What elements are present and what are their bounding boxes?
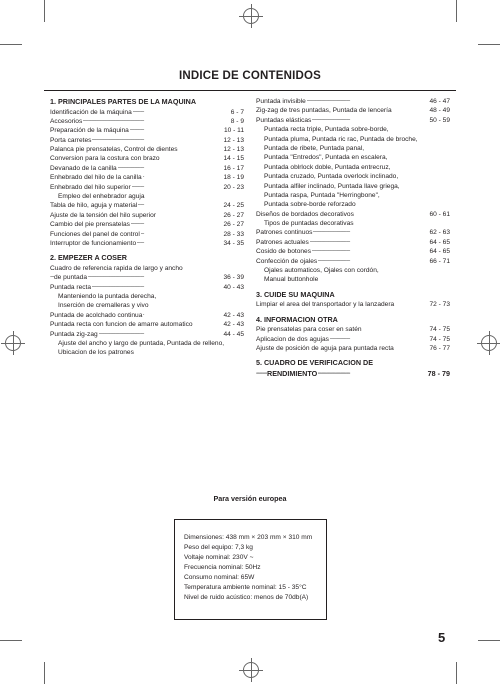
toc-entry-title: Puntada recta (50, 283, 92, 291)
toc-entry (256, 116, 450, 125)
toc-entry-title: Enhebrado del hilo superior (50, 183, 131, 191)
toc-entry (50, 211, 244, 220)
toc-entry (50, 173, 244, 182)
page-title: INDICE DE CONTENIDOS (178, 70, 321, 82)
toc-entry-title: Preparación de la máquina (50, 127, 129, 135)
toc-entry (50, 311, 244, 320)
toc-entry (50, 117, 244, 126)
toc-page-range: 40 - 43 (223, 283, 244, 291)
toc-entry-title: Cambio del pie prensatelas (50, 221, 130, 229)
toc-page-range: 72 - 73 (429, 301, 450, 309)
toc-section-heading: 4. INFORMACION OTRA (256, 314, 338, 324)
toc-entry-title: Ajuste de posición de aguja para puntada recta (256, 344, 394, 352)
toc-entry-title: Devanado de la canilla (50, 164, 117, 172)
toc-page-range: 48 - 49 (429, 107, 450, 115)
crop-mark (0, 640, 22, 641)
toc-page-range: 46 - 47 (429, 98, 450, 105)
toc-section-heading: 3. CUIDE SU MAQUINA (256, 289, 335, 299)
toc-entry-title: Accesorios (50, 117, 83, 125)
specifications-box (174, 519, 327, 620)
toc-subitem: Empleo del enhebrador aguja (58, 193, 145, 201)
toc-entry-title: RENDIMIENTO (267, 368, 318, 378)
toc-subitem: Puntada pluma, Puntada ric rac, Puntada de broche, (264, 135, 418, 143)
toc-subitem: Puntada recta triple, Puntada sobre-borde, (264, 126, 389, 134)
toc-page-range: 12 - 13 (223, 146, 244, 154)
toc-subitem: Puntada cruzado, Puntada overlock inclinado, (264, 173, 399, 181)
toc-entry-title: Puntada de acolchado continua (50, 311, 143, 319)
toc-entry-title: Palanca pie prensatelas, Control de dientes (50, 146, 178, 154)
toc-page-range: 12 - 13 (223, 136, 244, 144)
toc-section-heading: 1. PRINCIPALES PARTES DE LA MAQUINA (50, 97, 197, 106)
toc-subitem: Ajuste del ancho y largo de puntada, Puntada de relleno, (58, 339, 225, 347)
crop-mark (478, 640, 500, 641)
toc-page-range: 16 - 17 (223, 164, 244, 172)
toc-section-heading: 2. EMPEZER A COSER (50, 253, 127, 263)
toc-entry (50, 220, 244, 229)
toc-entry-title: Cosido de botones (256, 248, 311, 256)
toc-page-range: 26 - 27 (223, 211, 244, 219)
european-version-title: Para versión europea (213, 494, 287, 503)
toc-entry (256, 247, 450, 256)
toc-entry (256, 300, 450, 309)
toc-entry-title: Puntada invisible (256, 98, 306, 105)
toc-entry-title: Conversion para la costura con brazo (50, 155, 160, 163)
toc-entry (50, 201, 244, 210)
toc-entry (256, 97, 450, 106)
toc-subitem: Puntada sobre-borde reforzado (264, 201, 356, 209)
toc-entry-text: Cuadro de referencia rapida de largo y ancho (50, 264, 183, 272)
toc-subitem: Puntada de ribete, Puntada panal, (264, 144, 365, 152)
toc-entry-title: Funciones del panel de control (50, 230, 140, 238)
spec-line: Nivel de ruido acústico: menos de 70db(A) (184, 594, 309, 601)
toc-page-range: 14 - 15 (223, 155, 244, 163)
spec-line: Dimensiones: 438 mm × 203 mm × 310 mm (184, 534, 313, 541)
toc-entry-title: Porta carretes (50, 136, 92, 144)
toc-entry (256, 238, 450, 247)
toc-page-range: 78 - 79 (427, 368, 450, 378)
toc-subitem: Puntada alfiler inclinado, Puntada llave griega, (264, 182, 400, 190)
page-number: 5 (438, 630, 446, 645)
toc-page-range: 6 - 7 (230, 108, 244, 116)
toc-subitem: Manteniendo la puntada derecha, (58, 293, 157, 301)
spec-line: Temperatura ambiente nominal: 15 - 35°C (184, 584, 307, 591)
toc-entry-title: Patrones continuos (256, 229, 313, 237)
crop-mark (44, 662, 45, 684)
crop-mark (456, 662, 457, 684)
toc-entry-title: Interruptor de funcionamiento (50, 239, 137, 247)
toc-page-range: 44 - 45 (223, 330, 244, 338)
toc-entry (256, 228, 450, 237)
toc-entry (256, 106, 450, 115)
toc-page-range: 34 - 35 (223, 239, 244, 247)
toc-page-range: 62 - 63 (429, 229, 450, 237)
toc-entry-title: de puntada (54, 274, 88, 282)
toc-entry-title: Puntada recta con funcion de amarre automatico (50, 321, 193, 329)
crop-mark (478, 44, 500, 45)
toc-entry (256, 335, 450, 344)
toc-entry-title: Tabla de hilo, aguja y material (50, 202, 138, 210)
toc-entry-title: Pie prensatelas para coser en satén (256, 326, 362, 334)
toc-entry (256, 257, 450, 266)
toc-entry (50, 145, 244, 154)
toc-entry-title: Zig-zag de tres puntadas, Puntada de lencería (256, 107, 392, 115)
toc-entry (50, 183, 244, 192)
toc-entry (256, 325, 450, 334)
toc-entry (50, 154, 244, 163)
toc-page-range: 66 - 71 (429, 257, 450, 265)
toc-entry (50, 330, 244, 339)
registration-mark-icon (5, 335, 21, 351)
toc-entry (50, 164, 244, 173)
registration-mark-icon (481, 335, 497, 351)
toc-page-range: 74 - 75 (429, 326, 450, 334)
toc-entry-title: Patrones actuales (256, 238, 309, 246)
spec-line: Consumo nominal: 65W (184, 574, 255, 581)
toc-entry (50, 230, 244, 239)
toc-entry-title: Puntadas elásticas (256, 116, 312, 124)
registration-mark-icon (243, 8, 259, 24)
toc-page-range: 20 - 23 (223, 183, 244, 191)
toc-page-range: 10 - 11 (223, 127, 244, 135)
toc-subitem: Inserción de cremalleras y vivo (58, 302, 149, 310)
toc-subitem: Ojales automaticos, Ojales con cordón, (264, 267, 379, 275)
toc-page-range: 76 - 77 (429, 344, 450, 352)
toc-page-range: 60 - 61 (429, 210, 450, 218)
toc-subitem: Manual buttonhole (264, 276, 319, 284)
toc-page-range: 64 - 65 (429, 248, 450, 256)
toc-entry-title: Diseños de bordados decorativos (256, 210, 354, 218)
toc-entry (50, 136, 244, 145)
toc-subitem: Puntada raspa, Puntada "Herringbone", (264, 191, 380, 199)
spec-line: Frecuencia nominal: 50Hz (184, 564, 261, 571)
toc-page-range: 26 - 27 (223, 221, 244, 229)
crop-mark (456, 0, 457, 22)
toc-page-range: 24 - 25 (223, 202, 244, 210)
toc-entry (50, 108, 244, 117)
toc-entry-title: Limpiar el area del transportador y la lanzadera (256, 301, 395, 309)
toc-page-range: 74 - 75 (429, 335, 450, 343)
toc-entry-title: Ajuste de la tensión del hilo superior (50, 211, 156, 219)
toc-entry (50, 273, 244, 282)
toc-page-range: 8 - 9 (230, 117, 244, 125)
toc-page-range: 42 - 43 (223, 311, 244, 319)
toc-entry (256, 369, 450, 380)
crop-mark (0, 44, 22, 45)
toc-entry (50, 320, 244, 329)
toc-entry (50, 239, 244, 248)
toc-entry-title: Confección de ojales (256, 257, 318, 265)
toc-subitem: Puntada oblrlock doble, Puntada entrecruz, (264, 163, 391, 171)
toc-section-heading: 5. CUADRO DE VERIFICACION DE (256, 358, 374, 368)
spec-line: Peso del equipo: 7,3 kg (184, 544, 253, 551)
toc-entry-title: Identificación de la máquina (50, 108, 132, 116)
toc-left-column (50, 97, 244, 358)
crop-mark (44, 0, 45, 22)
title-divider (44, 90, 456, 91)
toc-entry (50, 126, 244, 135)
toc-page-range: 36 - 39 (223, 274, 244, 282)
toc-entry (256, 210, 450, 219)
registration-mark-icon (243, 662, 259, 678)
toc-page-range: 50 - 59 (429, 116, 450, 124)
toc-entry-title: Puntada zig-zag (50, 330, 98, 338)
toc-entry (256, 344, 450, 353)
toc-page-range: 64 - 65 (429, 238, 450, 246)
toc-subitem: Puntada "Entredos", Puntada en escalera, (264, 154, 388, 162)
toc-entry-title: Enhebrado del hilo de la canilla (50, 174, 142, 182)
toc-right-column (256, 97, 450, 379)
toc-subitem: Tipos de puntadas decorativas (264, 220, 354, 228)
toc-page-range: 28 - 33 (223, 230, 244, 238)
toc-entry (50, 283, 244, 292)
toc-subitem: Ubicacion de los patrones (58, 349, 134, 357)
toc-page-range: 42 - 43 (223, 321, 244, 329)
toc-page-range: 18 - 19 (223, 174, 244, 182)
toc-entry-title: Aplicacion de dos agujas (256, 335, 329, 343)
spec-line: Voltaje nominal: 230V ~ (184, 554, 254, 561)
